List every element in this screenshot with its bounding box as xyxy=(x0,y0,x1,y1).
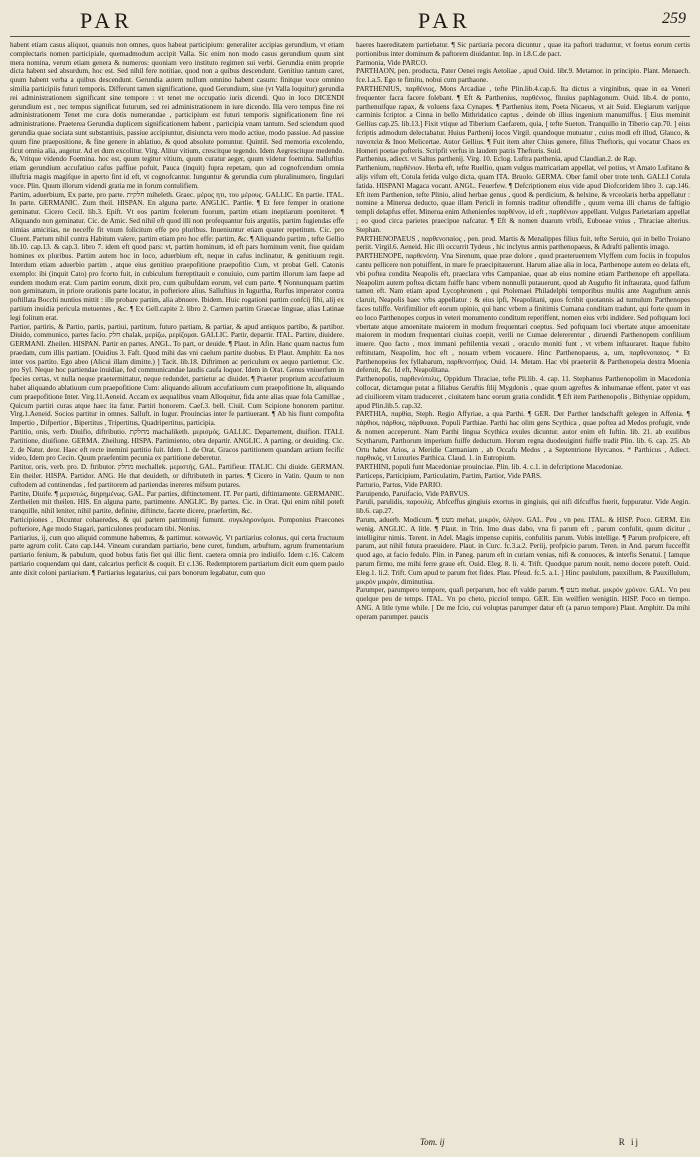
entry-continuation: haeres haereditatem partiebatur. ¶ Sic partiaria pecora dicuntur , quae ita paftori traduntur, vt foetus eorum certis portionibus inter dominum & paftorem diuidantur. Inp. in l.8.C.de pact. xyxy=(356,41,690,58)
left-column xyxy=(10,41,344,622)
entry-parthenius: PARTHENIUS, παρθένιος, Mons Arcadiae , tefte Plin.lib.4.cap.6. Ita dictus a virginibus, quae in ea Veneri frequenter facra facere folebant. ¶ Eft & Parthenius, παρθένιος, fluuius paphlagonum. Ouid. lib.4. de ponto, parthenuifque rapax, & voluens faxa Cynapes. ¶ Parthenius item, Poeta Nicaeus, vt ait Suid. Elegiarum varijque carminis fcriptor. a Cinna in bello Mithridatico captus , deinde ob illius ingenium manumiffus. [ Eius meminit Gellius cap.25. lib.13.] Fixit vtique ad Tiberium Caefarem, quia, [ tefte Sueton. Tranquillo in Tiberio cap.70. ] eius fcriptis admodum delectabatur. Huius Parthenij locos Virgil. quandoque mutuatur , cuius modi eft illud, Glauco, & πανοπεία & Inoo Melicertae. Autor Gellius. ¶ Fuit item alter Chius genere, filius Theftoris, qui vocatur Chaos ex Homeri poetae pofteris. Scripfit verfus in laudem patris Theftoris. Suid. xyxy=(356,84,690,155)
entry-partiarius: Partiarius, ij, cum quo aliquid commune habemus, & partimur. κοινωνός. Vt partiarius colonus, qui certa fructuum parte agrum colit. Cato cap.144. Vineam curandam partiario, bene curet, fundum, arbuftum, agrum frumentarium partiario fenium, & pabulum, quod bobus fatis fiet qui illic fient. caetera omnia pro indiuifo. Idem c.16. Calcem partiario coquendam qui dant, calcarius perficit & coquit. Et c.136. Redemptorem partiarium dicit eum quem paulo ante dixit coloni partiarium. ¶ Partiarius legatarius, cui pars bonorum legabatur, cum quo xyxy=(10,533,344,577)
entry-parthenius-adj: Parthenius, adiect. vt Saltus parthenij. Virg. 10. Eclog. Luftra parthenia, apud Claudian.2. de Rap. xyxy=(356,155,637,164)
entry-partite: Partite, Diuife. ¶ μεριστώς, διηρημένως. GAL. Par parties, diftinctement. IT. Per parti, diftintamente. GERMANIC. Zertheilen mit theilen. HIS. En alguna parte, partimente. ANGLIC. By partes. Cic. in Orat. Qui enim nihil poteft tranquille, nihil leniter, nihil partite, definite, diftincte, facete dicere, praefertim, &c. xyxy=(10,489,344,516)
right-column xyxy=(356,41,690,622)
volume-mark: Tom. ij xyxy=(420,1137,445,1147)
entry-particeps: Particeps, Participium, Particulatim, Partim, Partior, Vide PARS. xyxy=(356,472,542,481)
running-head-right: PAR xyxy=(418,8,471,33)
entry-parmonia: Parmonia, Vide PARCO. xyxy=(356,58,428,67)
entry-gerundium: habent etiam casus aliquot, quanuis non omnes, quos habeat participium: generaliter accipias gerundium, vt etiam complectaris nomen participiale, quemadmodum accipit Valla. Sic enim non modo casus gerundium quum sint mera nomina, verum etiam genera & numeros: quoniam vero instituto regimen sui verbi. Gerundia enim proprie dicta habent sed absurdum, hoc est. Sed nihil fere notitiae, quod non a quibus descendunt. Genitiuo tantum caret, quum habent verba a quibus descendunt. Gerundia autem nullum omnino habent casum: finitque voce omnino similia participiis futuri temporis. Differunt tamen significatione, quod Gerundium, siue (vt Valla loquitur) gerundia rei administrationem significant sine tempore : vt tenet me occupatio iuris dicendi. Quo in loco DICENDI gerundium est , nec tempus significat futurum, sed rei administrationem in iure dicendo. Illa vero tempus fine rei administrationem Tenet me cura dotis numerandae , participium est futuri temporis significationem fine rei administratione. Praeterea Gerundia duplicem significationem habent , participia vnam tantum. Sed sciendum quod gerundia quae sociata sunt substantiuis, passiue accipiuntur, disiuncta vero modo actiue, modo passiue. Ad passiue quum fine praepositione, & fine genere in ablatiuo, & quod absolute ponuntur. Quintil. Sed memoria excolendo, ficut omnia alia, augetur. Ad et dum excolitur. Virg. Alitur vitium, crescitque tegendo. Idem Aegrescitque medendo. &, Vritque videndo Foemina. hoc est, quum tegitur vitium, quum curatur aeger, quum videtur foemina. Salluftius etiam gerundium accufatiuo cafus paffiue pofuit, Pauca (inquit) fupra repetam, quo ad cognofcendum omnia illuftria magis magifque in aperto fint id eft, vt cognofcantur. Iunguntur & gerundia cum pluralinumero, fingulari voce. Plin. Quum illorum videndi gratia me in forum contulifiem. xyxy=(10,41,344,190)
entry-parumper: Parumper, parumpero tempore, quafi perparum, hoc eft valde parum. ¶ מעט mehat. μικρόν χρόνον. GAL. Vn peu quelque peu de temps. ITAL. Vn po cheto, picciol tempo. GER. Ein weilfien wenigtin. HISP. Poco en tiempo. ANG. A litle tyme while. [ De me fcio, cui voluptas parumper datur eft (a paruo tempore) Plaut. Amphitr. Da mihi operam parumper. paucis xyxy=(356,586,690,621)
entry-parthenium: Parthenium, παρθένιον. Herba eft, tefte Ruellio, quam vulgus matricariam appellat, vel potius, vt Amato Lufitano & alijs vifum eft, Cotula fetida vulgo dicta, quam ITA. Bruolo. GERMA. Ober famil ober trote tenh. GALLI Cotula fatida. HISPANI Magaca vocant. ANGL. Feuerfew. ¶ Defcriptionem eius vide apud Diofcoridem libro 3. cap.146. Eft item Parthenion, tefte Plinio, aliud herbae genus , quod & perdicium, & helxine, & vrceolaris herba appellatur : nomine a Minerua deducto, quae illam Pericli in fomnis traditur oftendiffe , quum verna illi charus de faftigio templi delapfus effet. Minerua enim Athenienfes παρθένον, id eft , παρθένιον appellant. Vulgus Parietariam appellat ; eo quod circa parietes praecipue nafcatur. ¶ Eft & nomen duarum vrbifi, Euboeae vnius , Thraciae alterius. Stephan. xyxy=(356,164,690,234)
entry-parturio: Parturio, Partus, Vide PARIO. xyxy=(356,480,443,489)
entry-parthenopaeus: PARTHENOPAEUS , παρθενοπαίος , pen. prod. Martis & Menalippes filius fuit, tefte Seruio, qui in bello Troiano periit. Virgil.6. Aeneid. Hic illi occurrit Tydeus , hic inclytus armis parthenopaeus, & Adrafti pallentis imago. xyxy=(356,234,690,252)
entry-partitor: Partitor, oris, verb. pro. D. ftributor. מחלק mechallek. μεριστής. GAL. Partifieur. ITALIC. Chi diuide. GERMAN. Ein theiler. HISPA. Partidor. ANG. He that deuideth, or diftributeth in partes. ¶ Cicero in Vatin. Quum te non cuftodem ad continendas , fed partitorem ad partiendas inereres mifsum putares. xyxy=(10,463,344,489)
entry-partior: Partior, partiris, & Partio, partis, partiui, partitum, futuro partiam, & partiar, & apud antiquos partibo, & partibor. Diuido, communico, partes facio. חלק chalak, μερίζω, μερίζομαι. GALLIC. Partir, departir. ITAL. Partire, diuidere. GERMANI. Zheilen. HISPAN. Partir en partes. ANGL. To part, or deuide. ¶ Plaut. in Afin. Hanc quam nactus fum praedam, cum illis partiam. [Ouidius 3. Faft. Quod mihi das vni caelum partite duobus. Et Plaut. Amphitr. Ea nos inter vos partito. Ego abeo (Alicui illam dimitte.) ] Tacit. lib.18. Diftrimen ac periculum ex aequo partiemur. Cic. pro Syl. Neque hoc partiendae inuidiae, fed communicandae laudis caufa loquor. Idem in Orat. Genus vniuerfum in fpecies certas, vt nulla neque praetermittatur, neque redundet, partietur ac diuidet. ¶ Praeter proprium accufatiuum habet aliquando ablatiuum cum praepofitione Cum: aliquando aliuum accufatiuum cum praepofitione In, aliquando cum praepofitione Inter. Virg.11.Aeneid. Accam ex aequalibus vnam Alloquitur, fida ante alias quae fola Camillae , Quicum partiri curas atque haec ita fatur. Partiri honorem. Caef.3. bell. Ciuil. Cum Scipione honorem partitur. Virg.1.Aeneid. Socios partitur in omnes. Salluft. in Iugur. Prouincias inter fe partiuerant. ¶ Ab his fiunt compofita Impertio , Difpertior , Bipertitus , Tripertitus, Quadripertitus, participia. xyxy=(10,322,344,428)
entry-paruipendo: Paruipendo, Paruifacio, Vide PARVUS. xyxy=(356,489,470,498)
page-number: 259 xyxy=(662,10,686,27)
entry-parthenopolis: Parthenopolis, παρθενόπολις, Oppidum Thraciae, tefte Pli.lib. 4. cap. 11. Stephanus Parthenopolim in Macedonia collocat, dictamque putat a filiabus Geraftis filij Mygdonis , quae quum agreftes & inhumanae effent, pater vt eas ad ciuiliorem vitam traduceret , ciuitatem hanc eorum gratia condidit. ¶ Eft item Parthenopolis , Bithyniae oppidum, apud Plin.lib.5. cap.32. xyxy=(356,375,690,410)
entry-paruli: Paruli, parulidis, παρουλίς. Abfceffus gingiuis exortus in gingiuis, qui nifi difcuffus fuerit, fuppuratur. Vide Aegin. lib.6. cap.27. xyxy=(356,498,690,516)
entry-partitio: Partitio, onis, verb. Diuifio, diftributio. מחלקת machaliketh. μερισμός. GALLIC. Departement, diuifion. ITALI. Partitione, diuifione. GERMA. Zheilung. HISPA. Partimiento, obra departir. ANGLIC. A parting, or deuiding. Cic. 2. de Natur. deor. Haec eft recte inemini partitio fuit. Idem 1. de Orat. Gracos partitionem quandam artium fecific video, Idem pro Cecin. Quum praefentim pecunia ex partitione deberetur. xyxy=(10,428,344,463)
entry-parthenope: PARTHENOPE, παρθενόπη. Vna Sirenum, quae prae dolore , quod praeteruentem Vlyffem cum fociis in fcopulos cantu pellicere non potuiffent, in mare fe praecipitauerunt. Harum aliae alia in loca, Parthenope autem eo delata eft, vbi poftea condita Neapolis eft, praeclara vrbs Campaniae, quae ab eius nomine etiam Parthenope eft appellata. Neapolim autem poftea dictam fuiffe hanc vrbem nonnulli putauerunt, quod ab Augufto fit inftaurata, quod falfum tamen eft. Nam etiam apud Lycophronem , qui Ptolemaei Philadelphi temporibus multis ante Auguftum annis claruit, Neapolis haec vrbs appellatur : & eius ipfi, Neapolitani, quos fcribit quotannis ad tumulum Parthenopes faces tuliffe. Verifimilior eft eorum opinio, qui hanc vrbem a finitimis Cumana conditam tradunt, qui forte quum in eo loco Parthenopes corpus in veteri monumento conditum reperiffent, nomen eius vrbi indidere. Sed poftquam loci vbertate atque amoenitate maiorem in modum frequentari coeptus. Sed poftquam loci vbertate atque amoenitate maiorem in modum frequentari ciuitas coepit, verili ne Cumae delererentur , diruendi Parthenopem confilium inuere. Quo facto , mox immani peftilentia vexati , oraculo moniti funt , vt vrbem inftauraret. Itaque fubito reftitutam, Neapolim, hoc eft , nouam vrbem vocauere. Hinc Parthenopaeus, a, um, παρθενοπαιος. * Et Parthenopeius fex fyllabarum, παρθενοπήιος. Ouid. 14. Metam. Hac vbi praeteriit & Parthenopeia dextra Moenia deferuit, &c. Id eft, Neapolitana. xyxy=(356,252,690,375)
entry-parum: Parum, aduerb. Modicum. ¶ מעט mehat, μικρόν, ὀλίγον. GAL. Peu , vn peu. ITAL. & HISP. Poco. GERM. Ein wenig. ANGLIC. A litle. ¶ Plaut. in Trin. Imo duas dabo, vna fi parum eft , parum confulit, quum dicitur , intelligitur nimis. Terent. in Adel. Magis impense cupitis, confulitis parum. Vobis intellige. ¶ Parum profpicere, eft parum, aut nihil futura praeuidere. Plaut. in Curc. fc.3.a.2. Periij, profpicio parum. Teren. in And. parum fucceffit quod ago, at facio fedulo. Plin. in Paneg. parum eft in curiam venias, nifi & conuoces, & interfis Senatui. [ Iamque parum firmo, me mihi ferre graue eft. Ouid. Eleg. 8. li. 4. Trift. Quodque parum nouit, nemo docere poteft. Ouid. Eleg.1. li.2. Trift. Cum apud te parum ftet fides. Plau. Pfeud. fc.5. a.1. ] Hinc paululum, pauxillum, & Pauxillulum, μικρόν μικρόν, diminutiua. xyxy=(356,516,690,586)
running-head-left: PAR xyxy=(80,8,133,33)
signature-mark: R ij xyxy=(618,1137,640,1147)
entry-participiones: Participiones , Dicuntur cohaeredes, & qui partem patrimonij fumunt. συγκληρονόμοι. Pomponius Praecones pofteriore, Age modo Stagari, particulones producam tibi. Nonius. xyxy=(10,516,344,533)
text-columns xyxy=(10,41,690,622)
entry-partim: Partim, aduerbium, Ex parte, pro parte. חלקית miheleth. Graec. μέρος ητι, του μέρους. GALLIC. En partie. ITAL. In parte. GERMANIC. Zum theil. HISPAN. En alguna parte. ANGLIC. Partlie. ¶ Et fere femper in oratione geminatur. Cicero Cecil. lib.3. Epift. Vt eos partim fcelerum fuorum, partim etiam ineptiarum poeniteret. ¶ Aliquando non geminatur. Cic. de Amic. Sed nihil eft quod illi non profequantur fuis argutiis, partim fugiendas effe nimias amicitias, ne neceffe fit vnum folicitum effe pro pluribus. Inueniuntur etiam quater repetitum. Cic. pro Cluent. Partum nihil contra Habitum valere, partim etiam pro hoc effe: partim, &c. ¶ Aliquando partim , tefte Gellio lib.10. cap.13. & cap.3. libro 7. idem eft quod pars: vt, partim hominum, id eft pars hominum venit, fiue quidam homines ex pluribus. Partim autem hoc in loco, aduerbium eft, neque in cafus inclinatur, & genitiuum regit. Interdum etiam aduerbio partim , atque eius genitiuo praepofitione praepofitio Cum, vt probat Gell. Catonis exemplo: ibi (inquit Cato) pro fcorto fuit, in cubiculum furreptitauit e conuiuio, cum partim illorum iam faepe ad eundem modum erat. Cum partim eorum, dixit pro, cum quibufdam eorum, vel cum parte. ¶ Nonnunquam partim non geminatum, in priore orationis parte locatur, in pofteriore alius. Salluftius in Iugurtha, Rurfus imperator contra poftillata Bocchi nuntios mittit : ille probare partim, alia abnuere. Ibidem. Huic rogationi partim confcij fibi, alij ex partium inuidia pericula metuentes , &c. ¶ Ex Gell.capite 2. libro 2. Carmen partim Graecae linguae, alias Latinae legi folitum erat. xyxy=(10,190,345,322)
entry-parthini: PARTHINI, populi funt Macedoniae prouinciae. Plin. lib. 4. c.1. in defcriptione Macedoniae. xyxy=(356,463,623,472)
entry-parthaon: PARTHAON, pen. producta, Pater Oenei regis Aetoliae , apud Ouid. libr.9. Metamor. in principio. Plant. Menaech. fce.1.a.5. Ego te fimitu, nobui cum parthaone. xyxy=(356,67,690,85)
entry-parthia: PARTHIA, παρθία, Steph. Regio Affyriae, a qua Parthi. ¶ GER. Der Parther landschafft gelegen in Affenia. ¶ πάρθιοι, πάρθοις, πάρθυαιαι. Populi Parthiae. Parthi hac olim gens Scythica , quae poftea ad Medos profugit, vnde & nomen acceperunt. Nam Parthi lingua Scythica exules dicuntur. autor enim eft Iuftin. lib. 21. ab exulibus Scytharum, Parthorum imperium fuiffe deductum. Horum regna duodeuiginti fuiffe tradit Plin. lib. 6. cap. 25. Ab Ortu habet Arios, a Meridie Carmaniam , ab Occafu Medos , a Septentrione Hyrcanos. * Parthicus , Adiect. παρθικός, vt Luxuries Parthica. Claud. 1. in Eutropium. xyxy=(356,410,690,463)
running-head xyxy=(10,6,690,37)
